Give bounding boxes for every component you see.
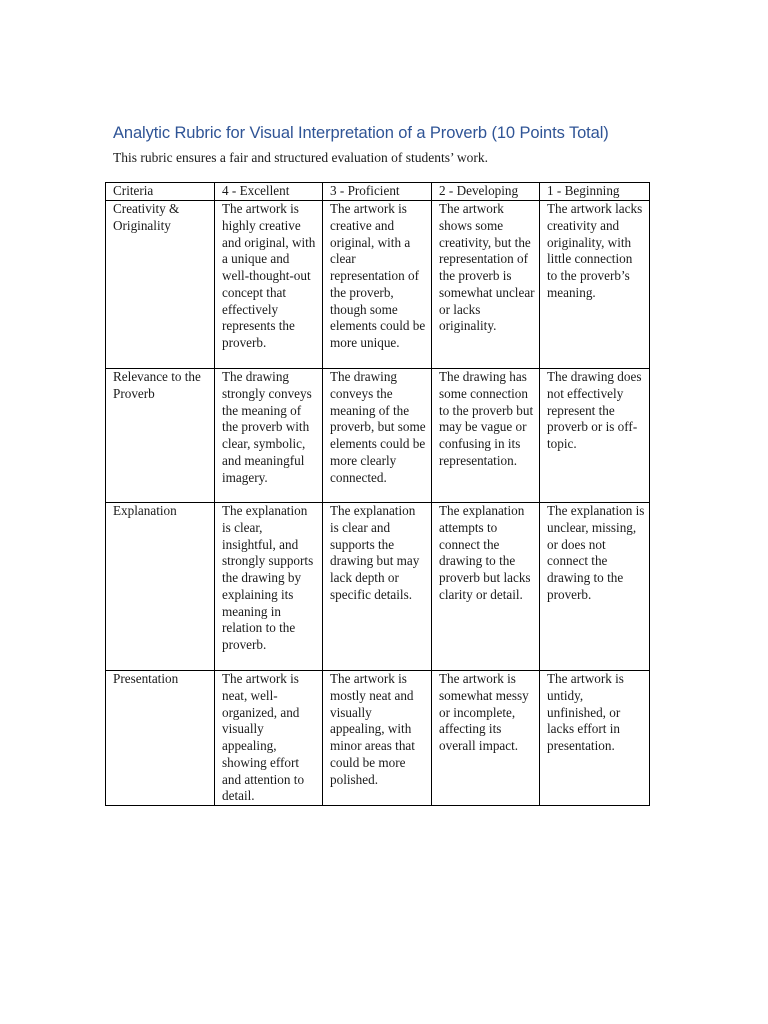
beginning-cell: The artwork is untidy, unfinished, or lacks effort in presentation.	[540, 671, 650, 806]
excellent-cell: The explanation is clear, insightful, and strongly supports the drawing by explaining its meaning in relation to the proverb.	[215, 503, 323, 671]
excellent-cell: The artwork is highly creative and original, with a unique and well-thought-out concept that effectively represents the proverb.	[215, 201, 323, 369]
table-row	[106, 201, 650, 369]
excellent-cell: The artwork is neat, well-organized, and visually appealing, showing effort and attention to detail.	[215, 671, 323, 806]
table-row	[106, 671, 650, 806]
excellent-cell: The drawing strongly conveys the meaning of the proverb with clear, symbolic, and meaningful imagery.	[215, 369, 323, 503]
criteria-cell: Relevance to the Proverb	[106, 369, 215, 503]
beginning-cell: The drawing does not effectively represent the proverb or is off-topic.	[540, 369, 650, 503]
developing-cell: The artwork shows some creativity, but the representation of the proverb is somewhat unclear or lacks originality.	[432, 201, 540, 369]
developing-cell: The drawing has some connection to the proverb but may be vague or confusing in its representation.	[432, 369, 540, 503]
table-header-row	[106, 183, 650, 201]
proficient-cell: The artwork is creative and original, with a clear representation of the proverb, though some elements could be more unique.	[323, 201, 432, 369]
beginning-cell: The explanation is unclear, missing, or does not connect the drawing to the proverb.	[540, 503, 650, 671]
rubric-table	[105, 182, 650, 806]
document-title: Analytic Rubric for Visual Interpretation of a Proverb (10 Points Total)	[113, 124, 609, 142]
document-intro: This rubric ensures a fair and structured evaluation of students’ work.	[113, 150, 489, 165]
header-beginning: 1 - Beginning	[540, 183, 650, 201]
proficient-cell: The explanation is clear and supports the drawing but may lack depth or specific details.	[323, 503, 432, 671]
header-excellent: 4 - Excellent	[215, 183, 323, 201]
table-row	[106, 369, 650, 503]
header-developing: 2 - Developing	[432, 183, 540, 201]
developing-cell: The artwork is somewhat messy or incomplete, affecting its overall impact.	[432, 671, 540, 806]
criteria-cell: Explanation	[106, 503, 215, 671]
criteria-cell: Presentation	[106, 671, 215, 806]
header-proficient: 3 - Proficient	[323, 183, 432, 201]
criteria-cell: Creativity & Originality	[106, 201, 215, 369]
table-row	[106, 503, 650, 671]
proficient-cell: The drawing conveys the meaning of the proverb, but some elements could be more clearly connected.	[323, 369, 432, 503]
beginning-cell: The artwork lacks creativity and originality, with little connection to the proverb’s meaning.	[540, 201, 650, 369]
developing-cell: The explanation attempts to connect the drawing to the proverb but lacks clarity or detail.	[432, 503, 540, 671]
header-criteria: Criteria	[106, 183, 215, 201]
proficient-cell: The artwork is mostly neat and visually appealing, with minor areas that could be more polished.	[323, 671, 432, 806]
